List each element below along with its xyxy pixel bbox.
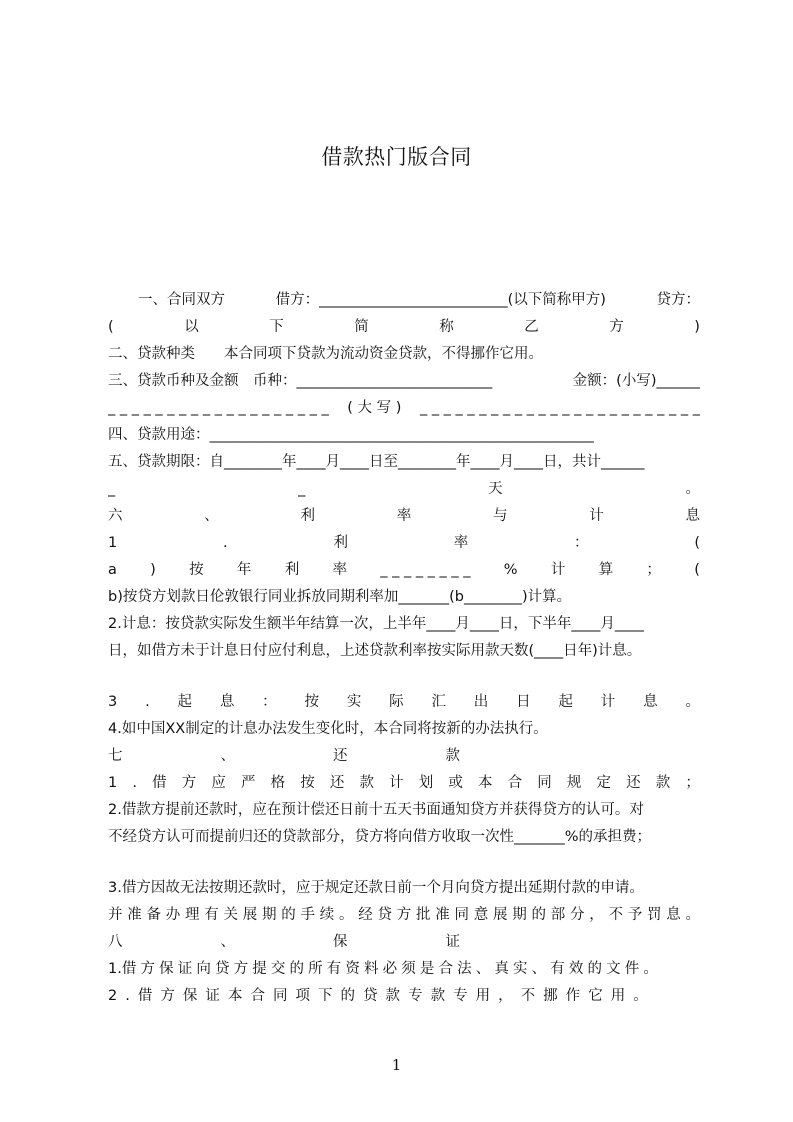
clause-7-extension-request: 3.借方因故无法按期还款时，应于规定还款日前一个月向贷方提出延期付款的申请。 xyxy=(108,880,644,896)
clause-3-currency-amount: 三、贷款币种及金额 币种：___________________________ 金额：(小写)______ xyxy=(108,373,700,389)
clause-6-heading: 六 、 利 率 与 计 息 xyxy=(108,508,700,524)
clause-2-loan-type: 二、贷款种类 本合同项下贷款为流动资金贷款，不得挪作它用。 xyxy=(108,346,543,362)
page-number: 1 xyxy=(391,1056,402,1074)
clause-1-continuation: ( 以 下 简 称 乙 方 ) xyxy=(108,319,700,335)
clause-6-interest-calculation: 2.计息：按贷款实际发生额半年结算一次，上半年____月____日，下半年____月____ xyxy=(108,616,644,632)
clause-8-special-use: 2 . 借 方 保 证 本 合 同 项 下 的 贷 款 专 款 专 用 ， 不 挪 作 它 用 。 xyxy=(108,988,648,1004)
clause-6-interest-start: 3 . 起 息 ： 按 实 际 汇 出 日 起 计 息 。 xyxy=(108,694,700,710)
clause-7-heading: 七 、 还 款 xyxy=(108,748,460,764)
clause-5-loan-term: 五、贷款期限：自________年____月____日至________年____月____日，共计______ xyxy=(108,454,645,470)
clause-6-rate-title: 1 . 利 率 ： ( xyxy=(108,535,700,551)
amount-in-words-line: _ _ _ _ _ _ _ _ _ _ _ _ _ _ _ _ _ _ _ ( 大 写 ) _ _ _ _ _ _ _ _ _ _ _ _ _ _ _ _ _ _ _ _ _ _ _ _ xyxy=(108,400,700,416)
clause-4-loan-purpose: 四、贷款用途：_____________________________________________________ xyxy=(108,427,594,443)
clause-6-rate-option-b: b)按贷方划款日伦敦银行同业拆放同期利率加_______(b________)计算。 xyxy=(108,589,572,605)
clause-5-continuation: _ _ 天 。 xyxy=(108,481,700,497)
clause-6-method-change: 4.如中国XX制定的计息办法发生变化时，本合同将按新的办法执行。 xyxy=(108,721,548,737)
clause-8-heading: 八 、 保 证 xyxy=(108,934,460,950)
clause-1-parties: 一、合同双方 借方：__________________________(以下简称甲方) 贷方： xyxy=(138,292,700,308)
document-title: 借款热门版合同 xyxy=(321,145,472,169)
clause-7-commitment-fee: 不经贷方认可而提前归还的贷款部分，贷方将向借方收取一次性_______%的承担费； xyxy=(108,829,652,845)
clause-7-repayment-plan: 1 . 借 方 应 严 格 按 还 款 计 划 或 本 合 同 规 定 还 款 ； xyxy=(108,775,700,791)
clause-6-interest-continuation: 日，如借方未于计息日付应付利息，上述贷款利率按实际用款天数(____日年)计息。 xyxy=(108,643,642,659)
clause-7-early-repayment: 2.借款方提前还款时，应在预计偿还日前十五天书面通知贷方并获得贷方的认可。对 xyxy=(108,802,644,818)
clause-8-true-documents: 1.借 方 保 证 向 贷 方 提 交 的 所 有 资 料 必 须 是 合 法 、 真 实 、 有 效 的 文 件 。 xyxy=(108,961,658,977)
clause-7-extension-procedure: 并 准 备 办 理 有 关 展 期 的 手 续 。 经 贷 方 批 准 同 意 展 期 的 部 分 ， 不 予 罚 息 。 xyxy=(108,907,700,923)
clause-6-rate-option-a: a ) 按 年 利 率 _ _ _ _ _ _ _ _ % 计 算 ； ( xyxy=(108,562,700,578)
